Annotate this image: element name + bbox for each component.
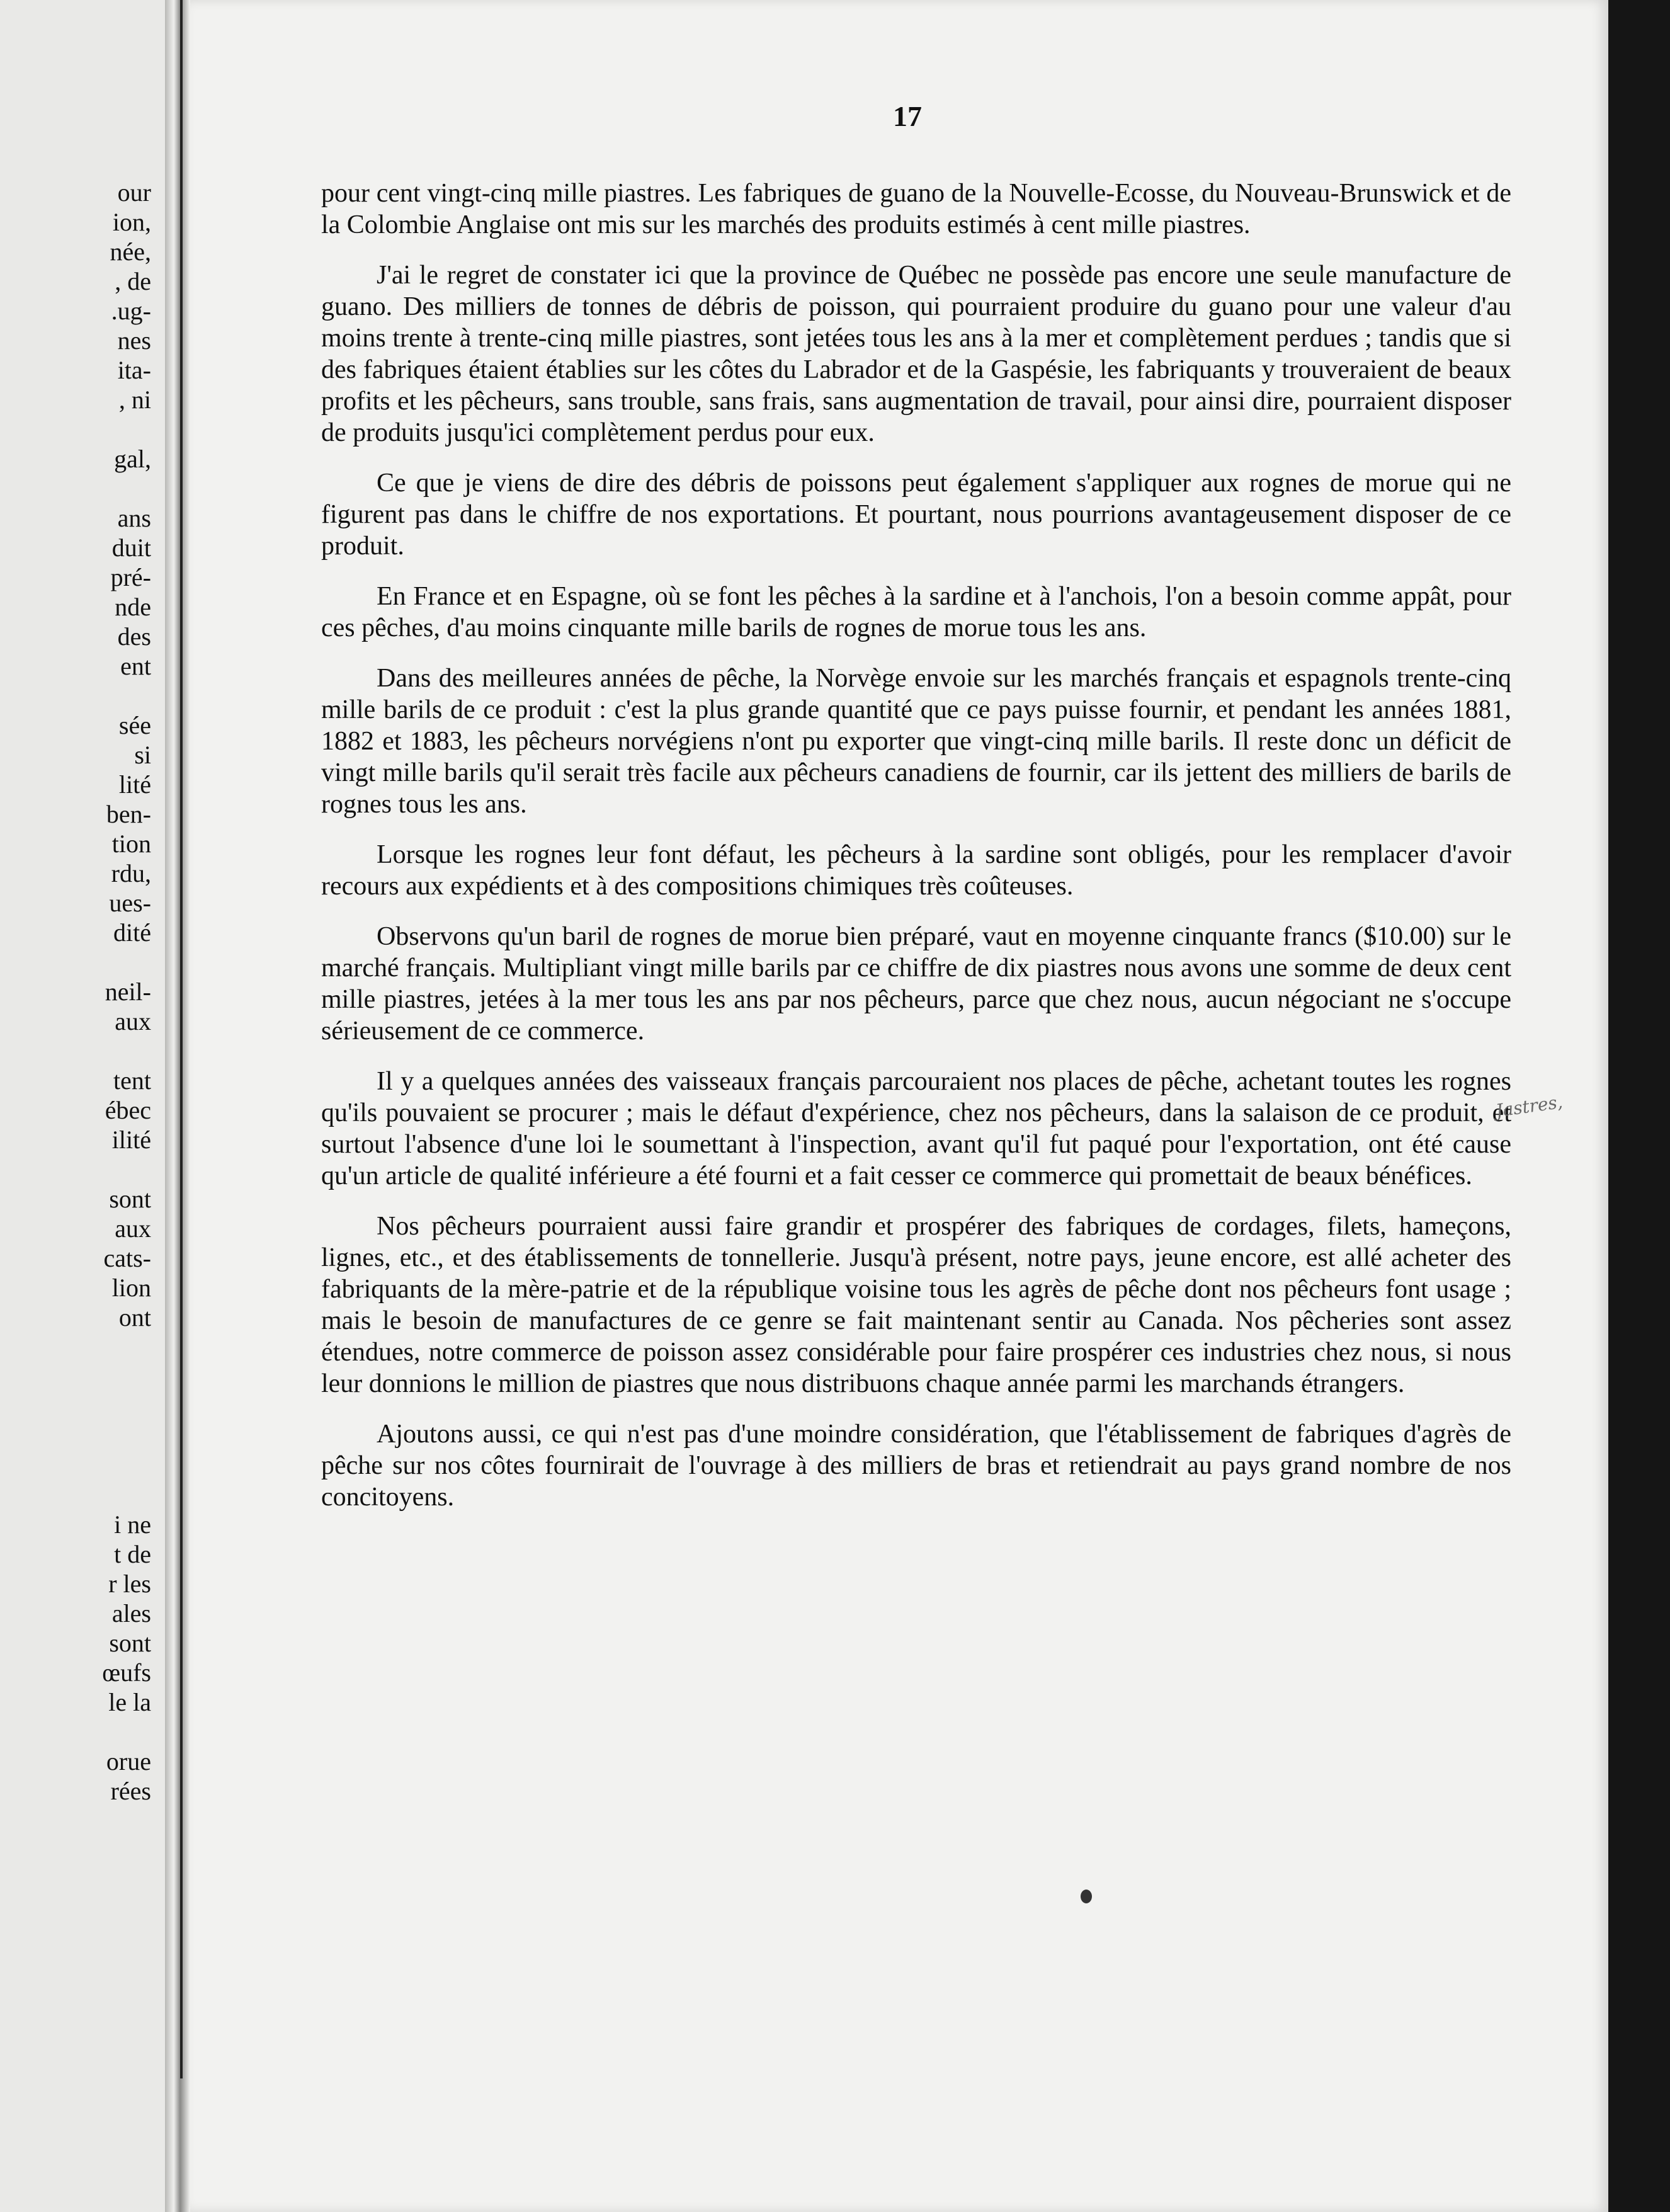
left-fragment-line: duit [111, 533, 151, 562]
left-fragment-line: rdu, [111, 859, 151, 887]
left-fragment-line: dité [113, 918, 151, 947]
left-fragment-line: t de [114, 1540, 151, 1568]
left-fragment-line [0, 1480, 151, 1510]
left-fragment-line: orue [106, 1747, 151, 1776]
paragraph-6: Lorsque les rognes leur font défaut, les pêcheurs à la sardine sont obligés, pour les remplacer d'avoir recours aux expédients et à des compositions chimiques très coûteuses. [321, 840, 1511, 901]
left-fragment-line: née, [110, 237, 151, 266]
margin-annotation: Jastres, [1494, 1091, 1564, 1122]
left-fragment-line: sée [118, 711, 151, 739]
left-fragment-line: ont [118, 1303, 151, 1331]
left-page-text-column [0, 178, 151, 1806]
left-fragment-line: nde [115, 593, 151, 621]
left-fragment-line: ilité [111, 1126, 151, 1154]
left-fragment-line: ébec [105, 1096, 151, 1124]
left-fragment-line: des [117, 622, 151, 651]
left-fragment-line: .ug- [111, 297, 151, 325]
left-fragment-line: sont [109, 1629, 151, 1657]
left-fragment-line: sont [109, 1185, 151, 1213]
paragraph-5: Dans des meilleures années de pêche, la Norvège envoie sur les marchés français et espagnols trente-cinq mille barils de ce produit : c'est la plus grande quantité que ce pays puisse fournir, et pendant les années 1881, 1882 et 1883, les pêcheurs norvégiens n'ont pu exporter que vingt-cinq mille barils. Il reste donc un déficit de vingt mille barils qu'il serait très facile aux pêcheurs canadiens de fournir, car ils jettent des milliers de barils de rognes tous les ans. [321, 664, 1511, 819]
left-fragment-line: tent [113, 1066, 151, 1095]
left-fragment-line [0, 1391, 151, 1421]
paragraph-2: J'ai le regret de constater ici que la province de Québec ne possède pas encore une seule manufacture de guano. Des milliers de tonnes de débris de poisson, qui pourraient produire du guano pour une valeur d'au moins trente à trente-cinq mille piastres, sont jetées tous les ans à la mer et complètement perdues ; tandis que si des fabriques étaient établies sur les côtes du Labrador et de la Gaspésie, les fabriquants y trouveraient de beaux profits et les pêcheurs, sans trouble, sans frais, sans augmentation de travail, pour ainsi dire, pourraient disposer de produits jusqu'ici complètement perdus pour eux. [321, 261, 1511, 447]
left-fragment-line [0, 947, 151, 977]
left-fragment-line: i ne [114, 1510, 151, 1539]
paragraph-3: Ce que je viens de dire des débris de poissons peut également s'appliquer aux rognes de morue qui ne figurent pas dans le chiffre de nos exportations. Et pourtant, nous pourrions avantageusement disposer de ce produit. [321, 469, 1511, 561]
left-fragment-line [0, 1451, 151, 1480]
left-fragment-line: ues- [109, 889, 151, 917]
left-fragment-line [0, 1362, 151, 1391]
left-fragment-line: ita- [117, 356, 151, 384]
left-fragment-line: , ni [118, 385, 151, 414]
paragraph-7: Observons qu'un baril de rognes de morue bien préparé, vaut en moyenne cinquante francs ($10.00) sur le marché français. Multipliant vingt mille barils par ce chiffre de dix piastres nous avons une somme de deux cent mille piastres, jetées à la mer tous les ans par nos pêcheurs, parce que chez nous, aucun négociant ne s'occupe sérieusement de ce commerce. [321, 922, 1511, 1046]
left-fragment-line: tion [111, 830, 151, 858]
left-fragment-line: lion [111, 1274, 151, 1302]
left-fragment-line: si [134, 741, 151, 769]
page-body [321, 178, 1511, 1532]
left-fragment-line: gal, [114, 445, 151, 473]
left-fragment-line: our [117, 178, 151, 207]
left-fragment-line: ben- [106, 800, 151, 828]
left-fragment-line: ent [120, 652, 151, 680]
left-fragment-line: aux [115, 1214, 151, 1243]
left-fragment-line: pré- [110, 563, 151, 591]
binding-thread [180, 0, 189, 2078]
left-fragment-line: cats- [103, 1244, 151, 1272]
left-fragment-line: r les [108, 1570, 151, 1598]
left-fragment-line [0, 474, 151, 503]
paragraph-1: pour cent vingt-cinq mille piastres. Les fabriques de guano de la Nouvelle-Ecosse, du Nouveau-Brunswick et de la Colombie Anglaise ont mis sur les marchés des produits estimés à cent mille piastres. [321, 179, 1511, 239]
ornament-dot [1081, 1890, 1092, 1903]
scan-edge [1608, 0, 1670, 2212]
paragraph-9: Nos pêcheurs pourraient aussi faire grandir et prospérer des fabriques de cordages, filets, hameçons, lignes, etc., et des établissements de tonnellerie. Jusqu'à présent, notre pays, jeune encore, est allé acheter des fabriquants de la mère-patrie et de la république voisine tous les agrès de pêche dont nos pêcheurs font usage ; mais le besoin de manufactures de ce genre se fait maintenant sentir au Canada. Nos pêcheries sont assez étendues, notre commerce de poisson assez considérable pour faire prospérer ces industries chez nous, si nous leur donnions le million de piastres que nous distribuons chaque année parmi les marchands étrangers. [321, 1212, 1511, 1398]
left-fragment-line: rées [110, 1777, 151, 1805]
left-fragment-line: œufs [102, 1658, 151, 1687]
left-fragment-line: nes [117, 326, 151, 355]
paragraph-10: Ajoutons aussi, ce qui n'est pas d'une moindre considération, que l'établissement de fabriques d'agrès de pêche sur nos côtes fournirait de l'ouvrage à des milliers de bras et retiendrait au pays grand nombre de nos concitoyens. [321, 1420, 1511, 1512]
left-fragment-line [0, 1154, 151, 1184]
left-fragment-line: le la [108, 1688, 151, 1716]
left-fragment-line: ion, [112, 208, 151, 236]
left-fragment-line [0, 1036, 151, 1066]
left-fragment-line [0, 414, 151, 444]
paragraph-8: Il y a quelques années des vaisseaux français parcouraient nos places de pêche, achetant toutes les rognes qu'ils pouvaient se procurer ; mais le défaut d'expérience, chez nos pêcheurs, dans la salaison de ce produit, et surtout l'absence d'une loi le soumettant à l'inspection, avant qu'il fut paqué pour l'exportation, ont été cause qu'un article de qualité inférieure a été fourni et a fait cesser ce commerce qui promettait de beaux bénéfices. [321, 1067, 1511, 1190]
left-fragment-line [0, 1717, 151, 1747]
left-fragment-line: ales [111, 1599, 151, 1628]
left-fragment-line: neil- [105, 978, 151, 1006]
left-fragment-line: lité [118, 770, 151, 799]
paragraph-4: En France et en Espagne, où se font les pêches à la sardine et à l'anchois, l'on a besoin comme appât, pour ces pêches, d'au moins cinquante mille barils de rognes de morue tous les ans. [321, 582, 1511, 642]
left-fragment-line: aux [115, 1007, 151, 1035]
page-number: 17 [893, 100, 922, 132]
left-fragment-line [0, 1332, 151, 1362]
left-fragment-line [0, 681, 151, 710]
left-page-fragment [0, 0, 165, 2212]
left-fragment-line: , de [115, 267, 151, 295]
left-fragment-line [0, 1421, 151, 1451]
left-fragment-line: ans [117, 504, 151, 532]
